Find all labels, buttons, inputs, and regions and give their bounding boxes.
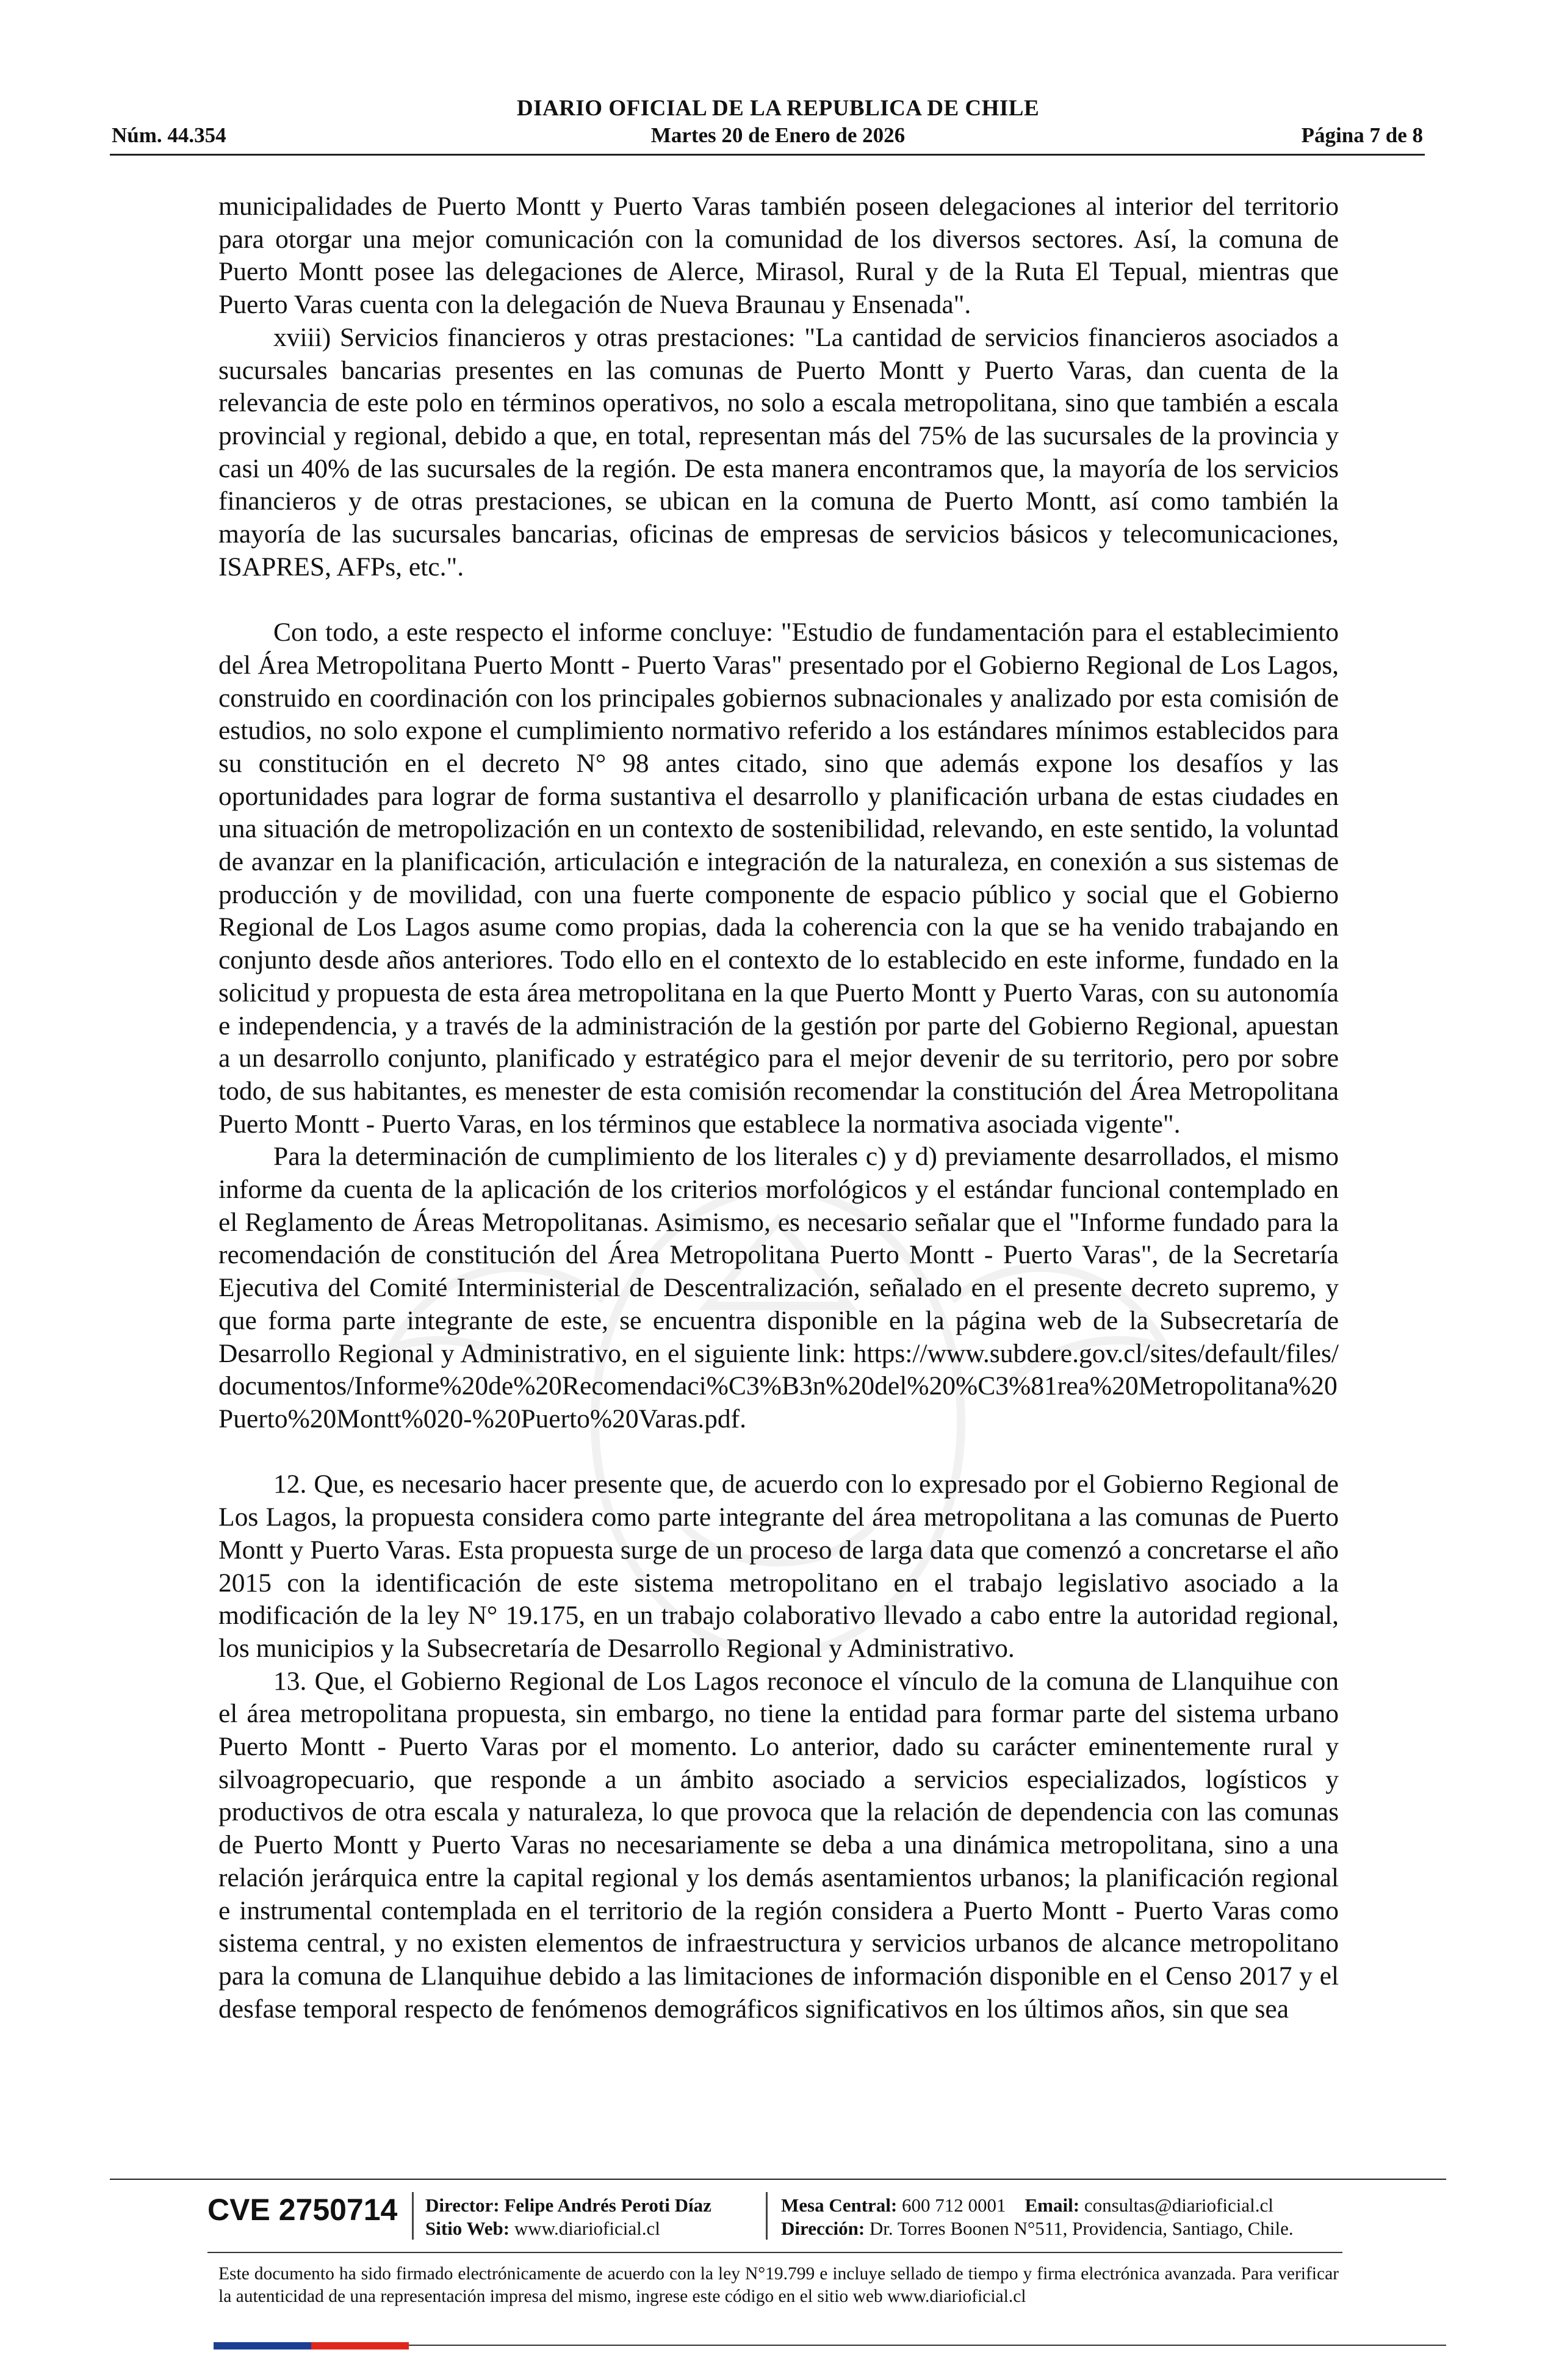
address-label: Dirección: (781, 2218, 865, 2239)
flag-bar-red (311, 2342, 409, 2349)
phone-label: Mesa Central: (781, 2194, 898, 2216)
phone-number: 600 712 0001 (902, 2194, 1006, 2216)
paragraph-criterios-text: Para la determinación de cumplimiento de los literales c) y d) previamente desarrollados, el mismo informe da cuenta de la aplicación de los criterios morfológicos y el estándar funcional contemplado en el Reglamento de Áreas Metropolitanas. Asimismo, es necesario señalar que el "Informe fundado para la recomendación de constitución del Área Metropolitana Puerto Montt - Puerto Varas", de la Secretaría Ejecutiva del Comité Interministerial de Descentralización, señalado en el presente decreto supremo, y que forma parte integrante de este, se encuentra disponible en la página web de la Subsecretaría de Desarrollo Regional y Administrativo, en el siguiente link: (218, 1142, 1339, 1368)
paragraph-considerando-12: 12. Que, es necesario hacer presente que, de acuerdo con lo expresado por el Gobierno Regional de Los Lagos, la propuesta considera como parte integrante del área metropolitana a las comunas de Puerto Montt y Puerto Varas. Esta propuesta surge de un proceso de larga data que comenzó a concretarse el año 2015 con la identificación de este sistema metropolitano en el trabajo legislativo asociado a la modificación de la ley N° 19.175, en un trabajo colaborativo llevado a cabo entre la autoridad regional, los municipios y la Subsecretaría de Desarrollo Regional y Administrativo. (218, 1469, 1339, 1663)
contact-block (781, 2194, 1294, 2240)
footer-divider-secondary (207, 2252, 1342, 2253)
issue-number: Núm. 44.354 (112, 123, 226, 147)
page-header (0, 85, 1556, 159)
cve-code: CVE 2750714 (207, 2193, 398, 2227)
paragraph-informe-concluye: Con todo, a este respecto el informe concluye: "Estudio de fundamentación para el establecimiento del Área Metropolitana Puerto Montt - Puerto Varas" presentado por el Gobierno Regional de Los Lagos, construido en coordinación con los principales gobiernos subnacionales y analizado por esta comisión de estudios, no solo expone el cumplimiento normativo referido a los estándares mínimos establecidos para su constitución en el decreto N° 98 antes citado, sino que además expone los desafíos y las oportunidades para lograr de forma sustantiva el desarrollo y planificación urbana de estas ciudades en una situación de metropolización en un contexto de sostenibilidad, relevando, en este sentido, la voluntad de avanzar en la planificación, articulación e integración de la naturaleza, en conexión a sus sistemas de producción y de movilidad, con una fuerte componente de espacio público y social que el Gobierno Regional de Los Lagos asume como propias, dada la coherencia con la que se ha venido trabajando en conjunto desde años anteriores. Todo ello en el contexto de lo establecido en este informe, fundado en la solicitud y propuesta de esta área metropolitana en la que Puerto Montt y Puerto Varas, con su autonomía e independencia, y a través de la administración de la gestión por parte del Gobierno Regional, apuestan a un desarrollo conjunto, planificado y estratégico para el mejor devenir de su territorio, pero por sobre todo, de sus habitantes, es menester de esta comisión recomendar la constitución del Área Metropolitana Puerto Montt - Puerto Varas, en los términos que establece la normativa asociada vigente". (218, 618, 1339, 1139)
address-value: Dr. Torres Boonen N°511, Providencia, Santiago, Chile. (869, 2218, 1294, 2239)
email-label: Email: (1025, 2194, 1080, 2216)
paragraph-criterios-morfologicos (218, 1141, 1339, 1435)
page-number: Página 7 de 8 (1301, 123, 1423, 147)
paragraph-servicios-financieros: xviii) Servicios financieros y otras prestaciones: "La cantidad de servicios financieros asociados a sucursales bancarias presentes en las comunas de Puerto Montt y Puerto Varas, dan cuenta de la relevancia de este polo en términos operativos, no solo a escala metropolitana, sino que también a escala provincial y regional, debido a que, en total, representan más del 75% de las sucursales de la provincia y casi un 40% de las sucursales de la región. De esta manera encontramos que, la mayoría de los servicios financieros y de otras prestaciones, se ubican en la comuna de Puerto Montt, así como también la mayoría de las sucursales bancarias, oficinas de empresas de servicios básicos y telecomunicaciones, ISAPRES, AFPs, etc.". (218, 322, 1339, 582)
footer-separator (412, 2192, 414, 2240)
flag-bar-blue (214, 2342, 311, 2349)
page-footer (0, 2179, 1556, 2380)
newspaper-title: DIARIO OFICIAL DE LA REPUBLICA DE CHILE (516, 96, 1040, 121)
director-block (425, 2194, 711, 2240)
header-divider (110, 154, 1425, 156)
informe-link[interactable]: https://www.subdere.gov.cl/sites/default/files/documentos/Informe%20de%20Recomendaci%C3%B3n%20del%20%C3%81rea%20Metropolitana%20Puerto%20Montt%020-%20Puerto%20Varas.pdf. (218, 1338, 1339, 1433)
website-link[interactable]: www.diarioficial.cl (514, 2218, 660, 2239)
footer-divider (110, 2179, 1446, 2180)
document-body (218, 190, 1339, 2025)
paragraph-considerando-13: 13. Que, el Gobierno Regional de Los Lagos reconoce el vínculo de la comuna de Llanquihue con el área metropolitana propuesta, sin embargo, no tiene la entidad para formar parte del sistema urbano Puerto Montt - Puerto Varas por el momento. Lo anterior, dado su carácter eminentemente rural y silvoagropecuario, que responde a un ámbito asociado a servicios especializados, logísticos y productivos de otra escala y naturaleza, lo que provoca que la relación de dependencia con las comunas de Puerto Montt y Puerto Varas no necesariamente se deba a una dinámica metropolitana, sino a una relación jerárquica entre la capital regional y los demás asentamientos urbanos; la planificación regional e instrumental contemplada en el territorio de la región considera a Puerto Montt - Puerto Varas como sistema central, y no existen elementos de infraestructura y servicios urbanos de alcance metropolitano para la comuna de Llanquihue debido a las limitaciones de información disponible en el Censo 2017 y el desfase temporal respecto de fenómenos demográficos significativos en los últimos años, sin que sea (218, 1666, 1339, 2024)
director-name: Felipe Andrés Peroti Díaz (504, 2194, 711, 2216)
footer-separator (766, 2192, 768, 2240)
paragraph-delegaciones: municipalidades de Puerto Montt y Puerto Varas también poseen delegaciones al interior del territorio para otorgar una mejor comunicación con la comunidad de los diversos sectores. Así, la comuna de Puerto Montt posee las delegaciones de Alerce, Mirasol, Rural y de la Ruta El Tepual, mientras que Puerto Varas cuenta con la delegación de Nueva Braunau y Ensenada". (218, 192, 1339, 320)
director-label: Director: (425, 2194, 500, 2216)
issue-date: Martes 20 de Enero de 2026 (650, 123, 906, 147)
website-label: Sitio Web: (425, 2218, 510, 2239)
flag-bar-line (409, 2345, 1446, 2346)
electronic-signature-notice: Este documento ha sido firmado electrónicamente de acuerdo con la ley N°19.799 e incluye sellado de tiempo y firma electrónica avanzada. Para verificar la autenticidad de una representación impresa del mismo, ingrese este código en el sitio web www.diarioficial.cl (218, 2264, 1339, 2306)
email-link[interactable]: consultas@diarioficial.cl (1084, 2194, 1273, 2216)
